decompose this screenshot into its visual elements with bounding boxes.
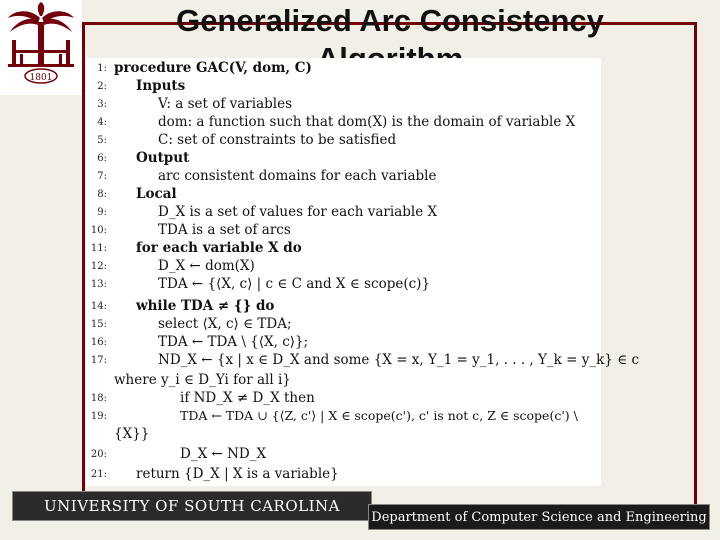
line-number: 15: <box>90 319 107 330</box>
line-number: 12: <box>90 261 107 272</box>
line-number: 19: <box>90 411 107 422</box>
line-number: 10: <box>90 225 107 236</box>
line-text: Inputs <box>136 78 186 94</box>
line-number: 6: <box>97 153 107 164</box>
line-text: TDA ← TDA \ {⟨X, c⟩}; <box>158 334 309 350</box>
university-logo <box>0 0 82 95</box>
palmetto-seal-icon <box>0 0 82 95</box>
line-number: 13: <box>90 279 107 290</box>
line-number: 2: <box>97 81 107 92</box>
line-number: 18: <box>90 393 107 404</box>
line-number: 17: <box>90 355 107 366</box>
line-text: while TDA ≠ {} do <box>136 298 275 314</box>
line-text: D_X ← dom(X) <box>158 258 255 274</box>
line-text: D_X is a set of values for each variable X <box>158 204 438 220</box>
line-text: procedure GAC(V, dom, C) <box>114 60 312 76</box>
slide-title: Generalized Arc Consistency <box>176 3 604 38</box>
line-text: dom: a function such that dom(X) is the domain of variable X <box>158 114 576 130</box>
line-number: 9: <box>97 207 107 218</box>
line-number: 11: <box>90 243 107 254</box>
line-text: {X}} <box>114 426 150 442</box>
line-text: TDA ← TDA ∪ {⟨Z, c'⟩ | X ∈ scope(c'), c' is not c, Z ∈ scope(c') \ <box>180 408 578 423</box>
line-text: arc consistent domains for each variable <box>158 168 437 184</box>
line-number: 3: <box>97 99 107 110</box>
svg-text:1801: 1801 <box>29 73 53 83</box>
frame-right-border <box>694 22 697 507</box>
line-text: C: set of constraints to be satisfied <box>158 132 397 148</box>
line-text: D_X ← ND_X <box>180 446 267 462</box>
line-number: 16: <box>90 337 107 348</box>
line-text: Output <box>136 150 190 166</box>
algorithm-listing <box>86 58 640 486</box>
department-name-banner: Department of Computer Science and Engineering <box>368 504 710 530</box>
line-number: 1: <box>97 63 107 74</box>
line-text: TDA is a set of arcs <box>158 222 291 238</box>
line-text: select ⟨X, c⟩ ∈ TDA; <box>158 316 292 332</box>
line-text: Local <box>136 186 177 202</box>
line-text: return {D_X | X is a variable} <box>136 466 339 482</box>
line-number: 4: <box>97 117 107 128</box>
frame-left-border <box>82 22 85 498</box>
line-number: 7: <box>97 171 107 182</box>
line-text: for each variable X do <box>136 240 302 256</box>
line-text: ND_X ← {x | x ∈ D_X and some {X = x, Y_1 = y_1, . . . , Y_k = y_k} ∈ c <box>158 352 640 368</box>
line-number: 5: <box>97 135 107 146</box>
university-name-banner: UNIVERSITY OF SOUTH CAROLINA <box>12 491 372 521</box>
line-number: 20: <box>90 449 107 460</box>
line-number: 14: <box>90 301 107 312</box>
line-number: 8: <box>97 189 107 200</box>
line-text: TDA ← {⟨X, c⟩ | c ∈ C and X ∈ scope(c)} <box>158 276 431 292</box>
line-text: V: a set of variables <box>158 96 292 112</box>
line-text: where y_i ∈ D_Yi for all i} <box>114 372 291 388</box>
line-number: 21: <box>90 469 107 480</box>
line-text: if ND_X ≠ D_X then <box>180 390 315 406</box>
